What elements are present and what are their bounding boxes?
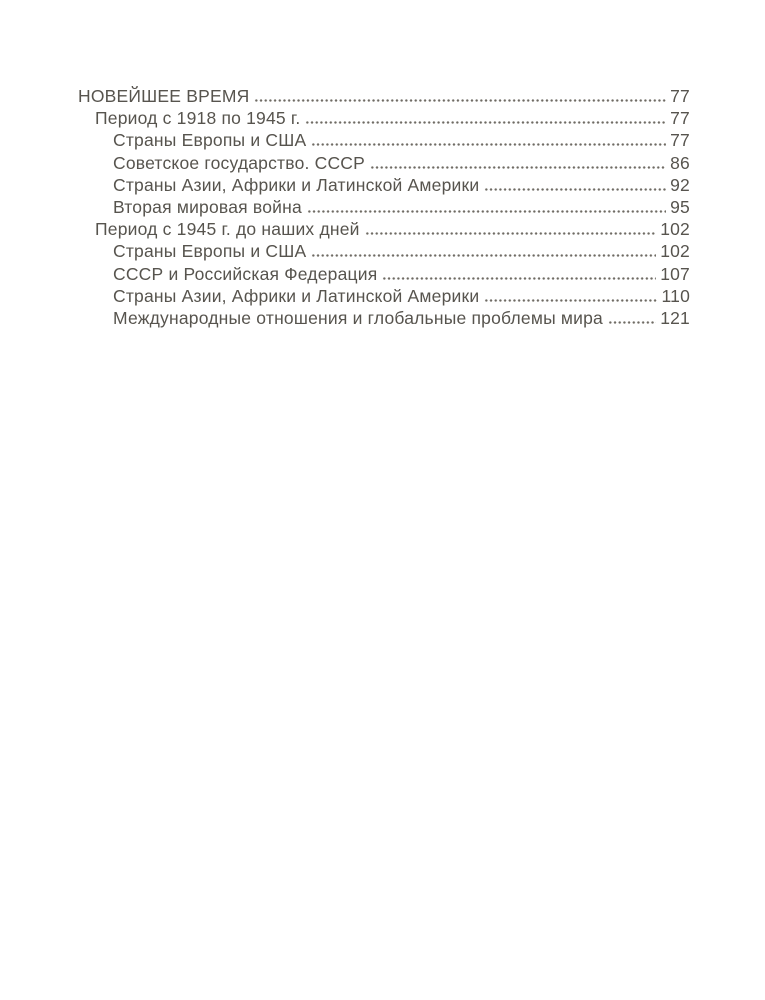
dot-leader [307,210,666,213]
toc-entry-label: НОВЕЙШЕЕ ВРЕМЯ [78,86,250,106]
toc-entry-label: Вторая мировая война [113,196,302,217]
toc-entry-label: Период с 1918 по 1945 г. [95,108,301,129]
toc-entry [78,85,690,107]
dot-leader [365,232,657,235]
toc-entry-label: Страны Европы и США [113,241,307,262]
toc-entry-page: 110 [661,285,690,306]
toc-entry-page: 102 [660,241,690,262]
toc-entry [78,196,690,218]
toc-entry-page: 77 [670,86,690,106]
toc-entry [78,107,690,129]
toc-entry [78,129,690,151]
toc-entry [78,285,690,307]
toc-entry-page: 86 [670,152,690,173]
toc-entry-page: 92 [670,174,690,195]
dot-leader [311,143,666,146]
table-of-contents [78,85,690,329]
dot-leader [305,121,666,124]
toc-entry [78,240,690,262]
toc-entry-page: 121 [660,307,690,328]
toc-entry [78,218,690,240]
toc-entry-page: 77 [670,108,690,129]
dot-leader [254,99,666,102]
dot-leader [608,321,656,324]
toc-entry-page: 107 [660,263,690,284]
toc-entry-label: Период с 1945 г. до наших дней [95,219,360,240]
toc-entry [78,152,690,174]
toc-entry-page: 102 [660,219,690,240]
toc-entry-label: Страны Европы и США [113,130,307,151]
toc-entry-page: 77 [670,130,690,151]
dot-leader [484,299,657,302]
toc-entry [78,307,690,329]
toc-entry [78,263,690,285]
toc-entry-label: Советское государство. СССР [113,152,366,173]
dot-leader [484,188,666,191]
toc-entry-label: Страны Азии, Африки и Латинской Америки [113,174,480,195]
toc-entry-page: 95 [670,196,690,217]
dot-leader [370,166,666,169]
toc-entry [78,174,690,196]
dot-leader [382,277,656,280]
toc-entry-label: Страны Азии, Африки и Латинской Америки [113,285,480,306]
dot-leader [311,254,656,257]
toc-entry-label: Международные отношения и глобальные проблемы мира [113,307,603,328]
toc-entry-label: СССР и Российская Федерация [113,263,378,284]
